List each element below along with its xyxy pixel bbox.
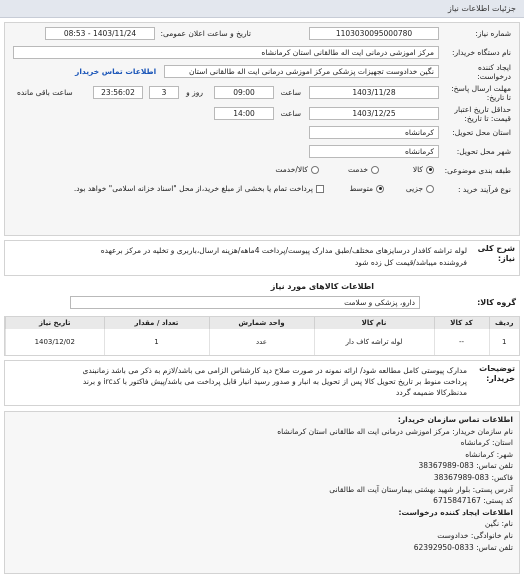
validity-date-field: 1403/12/25 — [309, 107, 439, 120]
deadline-date-field: 1403/11/28 — [309, 86, 439, 99]
buyer-address: آدرس پستی: بلوار شهید بهشتی بیمارستان آیت اله طالقانی — [329, 484, 513, 494]
creator-first-name: نام: نگین — [484, 519, 513, 529]
cell-name: لوله تراشه کاف دار — [314, 329, 434, 355]
creator-field: نگین خدادوست تجهیزات پزشکی مرکز اموزشی درمانی ایت اله طالقانی استان — [164, 65, 439, 78]
col-qty: تعداد / مقدار — [104, 317, 209, 329]
proc-option-minor[interactable]: جزیی — [406, 184, 434, 193]
notes-line-1: مدارک پیوستی کامل مطالعه شود/ ارائه نمونه در صورت صلاح دید کارشناس الزامی می باشد/لازم به ذکر می باشد زمانبندی — [82, 366, 467, 375]
validity-time-label: ساعت — [280, 109, 301, 118]
page-title: جزئیات اطلاعات نیاز — [447, 4, 516, 13]
col-unit: واحد شمارش — [209, 317, 314, 329]
announce-label: تاریخ و ساعت اعلان عمومی: — [160, 29, 251, 38]
buyer-postal: کد پستی: 6715847167 — [433, 496, 513, 506]
buyer-contact-title: اطلاعات تماس سازمان خریدار: — [397, 415, 513, 424]
col-date: تاریخ نیاز — [6, 317, 105, 329]
buyer-fax: فاکس: 083-38367989 — [433, 472, 513, 482]
proc-option-medium[interactable]: متوسط — [349, 184, 384, 193]
deadline-time-label: ساعت — [280, 88, 301, 97]
radio-icon[interactable] — [426, 185, 434, 193]
description-section — [4, 240, 520, 276]
group-label: گروه کالا: — [477, 298, 516, 307]
deadline-time-field: 09:00 — [214, 86, 274, 99]
treasury-payment-option[interactable]: پرداخت تمام یا بخشی از مبلغ خرید،از محل "اسناد خزانه اسلامی" خواهد بود. — [74, 184, 324, 193]
buyer-label: نام دستگاه خریدار: — [451, 48, 511, 57]
buyer-field: مرکز اموزشی درمانی ایت اله طالقانی استان کرمانشاه — [13, 46, 439, 59]
cat-option-service[interactable]: خدمت — [348, 165, 379, 174]
description-line-2: فروشنده میباشد/قیمت کل زده شود — [354, 258, 467, 267]
buyer-org: نام سازمان خریدار: مرکز اموزشی درمانی ایت اله طالقانی استان کرمانشاه — [277, 426, 513, 436]
buyer-notes-section — [4, 360, 520, 406]
creator-last-name: نام خانوادگی: خدادوست — [437, 530, 513, 540]
city-field: کرمانشاه — [309, 145, 439, 158]
cell-unit: عدد — [209, 329, 314, 355]
remain-label: ساعت باقی مانده — [17, 88, 73, 97]
days-label: روز و — [186, 88, 203, 97]
province-label: استان محل تحویل: — [452, 128, 511, 137]
notes-label: توضیحات خریدار: — [479, 364, 515, 383]
radio-icon[interactable] — [371, 166, 379, 174]
category-label: طبقه بندی موضوعی: — [444, 166, 511, 175]
goods-table — [4, 316, 520, 356]
table-row[interactable] — [6, 329, 520, 355]
notes-line-3: مدنظرکالا ضمیمه گردد — [396, 388, 467, 397]
radio-icon[interactable] — [376, 185, 384, 193]
col-code: کد کالا — [434, 317, 489, 329]
col-row: ردیف — [489, 317, 519, 329]
need-number-field: 1103030095000780 — [309, 27, 439, 40]
description-label: شرح کلی نیاز: — [477, 244, 515, 263]
cell-code: -- — [434, 329, 489, 355]
remain-time-field: 23:56:02 — [93, 86, 143, 99]
checkbox-icon[interactable] — [316, 185, 324, 193]
goods-title: اطلاعات کالاهای مورد نیاز — [270, 282, 374, 291]
buyer-contact-link[interactable]: اطلاعات تماس خریدار — [75, 67, 157, 76]
contact-section — [4, 411, 520, 574]
need-number-label: شماره نیاز: — [475, 29, 511, 38]
need-details-panel — [4, 22, 520, 236]
group-field: دارو، پزشکی و سلامت — [70, 296, 420, 309]
description-line-1: لوله تراشه کافدار درسایزهای مختلف/طبق مدارک پیوست/پرداخت 4ماهه/هزینه ارسال،باربری و تخلیه در مرکز برعهده — [100, 246, 467, 255]
creator-phone: تلفن تماس: 0833-62392950 — [413, 542, 513, 552]
province-field: کرمانشاه — [309, 126, 439, 139]
col-name: نام کالا — [314, 317, 434, 329]
process-label: نوع فرآیند خرید : — [457, 185, 511, 194]
cell-qty: 1 — [104, 329, 209, 355]
goods-group-row — [4, 295, 520, 311]
days-field: 3 — [149, 86, 179, 99]
announce-field: 1403/11/24 - 08:53 — [45, 27, 155, 40]
cat-option-goods[interactable]: کالا — [413, 165, 434, 174]
city-label: شهر محل تحویل: — [456, 147, 511, 156]
notes-line-2: پرداخت منوط بر تاریخ تحویل کالا پس از تحویل به انبار و صدور رسید انبار قابل پرداخت می باشد/پیش فاکتور با کدirc و برند — [82, 377, 467, 386]
buyer-phone: تلفن تماس: 083-38367989 — [418, 461, 513, 471]
validity-time-field: 14:00 — [214, 107, 274, 120]
cell-row: 1 — [489, 329, 519, 355]
table-header-row — [6, 317, 520, 329]
buyer-province: استان: کرمانشاه — [460, 438, 513, 448]
deadline-label: مهلت ارسال پاسخ: تا تاریخ: — [451, 84, 511, 102]
radio-icon[interactable] — [426, 166, 434, 174]
creator-label: ایجاد کننده درخواست: — [477, 63, 511, 81]
creator-contact-title: اطلاعات ایجاد کننده درخواست: — [398, 507, 513, 517]
validity-label: حداقل تاریخ اعتبار قیمت: تا تاریخ: — [454, 105, 511, 123]
cat-option-both[interactable]: کالا/خدمت — [275, 165, 319, 174]
cell-date: 1403/12/02 — [6, 329, 105, 355]
page-header — [0, 0, 524, 18]
radio-icon[interactable] — [311, 166, 319, 174]
buyer-city: شهر: کرمانشاه — [465, 449, 513, 459]
